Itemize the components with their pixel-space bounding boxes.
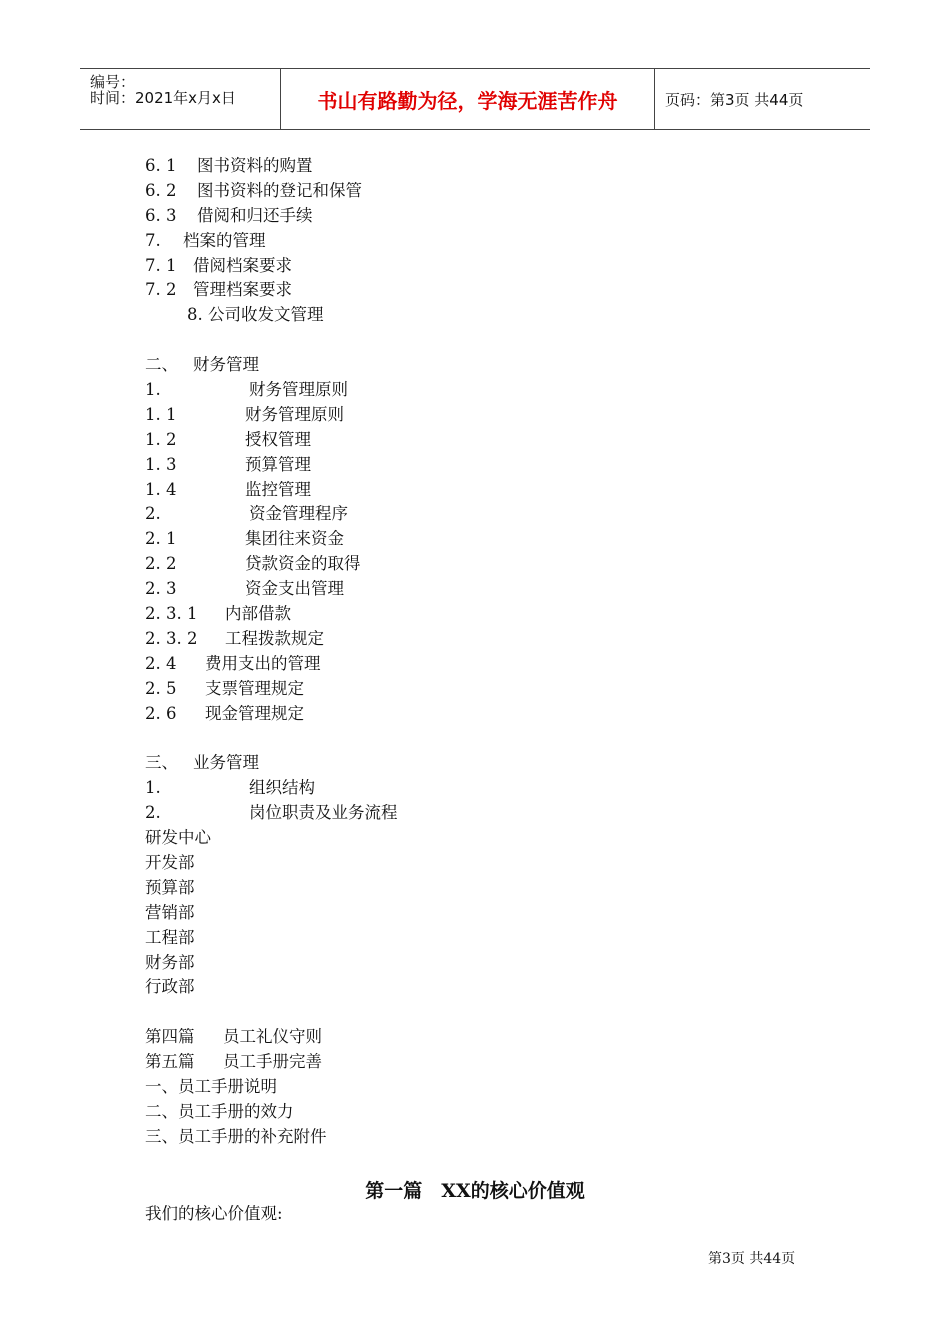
toc-line: [145, 751, 845, 776]
toc-line-number: 三、: [145, 753, 178, 773]
toc-line: [145, 154, 845, 179]
toc-line-number: 2.: [145, 504, 161, 524]
toc-line: [145, 552, 845, 577]
toc-line-number: 2. 3: [145, 579, 177, 599]
toc-line: [145, 378, 845, 403]
toc-line: [145, 353, 845, 378]
toc-line: [145, 975, 845, 1000]
time-label: 时间：2021年x月x日: [90, 89, 236, 107]
section-title: 第一篇 XX的核心价值观: [365, 1180, 585, 1202]
toc-line-text: 研发中心: [145, 828, 211, 848]
toc-line-text: 费用支出的管理: [205, 653, 321, 673]
page-header: [80, 68, 870, 130]
toc-line-number: 6. 3: [145, 205, 177, 225]
toc-line: [145, 179, 845, 204]
toc-line-text: 图书资料的购置: [197, 156, 313, 175]
toc-line: [145, 776, 845, 801]
toc-line-text: 图书资料的登记和保管: [197, 180, 362, 200]
toc-line: [145, 428, 845, 453]
toc-line-number: 7.: [145, 230, 161, 250]
toc-line: [145, 677, 845, 702]
toc-line-text: 财务管理原则: [245, 404, 344, 424]
toc-line: [145, 403, 845, 428]
toc-line: [145, 453, 845, 478]
toc-line-number: 1. 1: [145, 404, 177, 424]
toc-line-text: 财务部: [145, 952, 195, 972]
toc-line-text: 借阅和归还手续: [197, 205, 313, 225]
toc-line: [145, 1075, 845, 1100]
toc-line-text: 档案的管理: [183, 230, 266, 250]
table-of-contents: [145, 154, 845, 1150]
toc-line-text: 员工礼仪守则: [223, 1027, 322, 1047]
toc-line: [145, 951, 845, 976]
toc-line: [145, 278, 845, 303]
toc-line-number: 6. 1: [145, 156, 177, 175]
toc-line: [145, 204, 845, 229]
toc-line-number: 6. 2: [145, 180, 177, 200]
toc-line: [145, 229, 845, 254]
toc-line-text: 集团往来资金: [245, 529, 344, 549]
page-footer: 第3页 共44页: [708, 1251, 796, 1267]
toc-line: [145, 1125, 845, 1150]
toc-line-text: 一、员工手册说明: [145, 1076, 277, 1096]
toc-line: [145, 254, 845, 279]
toc-line: [145, 926, 845, 951]
toc-line-number: 2. 1: [145, 529, 177, 549]
toc-line-text: 工程拨款规定: [225, 628, 324, 648]
toc-line-number: 2.: [145, 803, 161, 823]
toc-line-text: 监控管理: [245, 479, 311, 499]
toc-line-text: 管理档案要求: [193, 280, 292, 300]
toc-line: [145, 726, 845, 751]
toc-line-text: 内部借款: [225, 604, 291, 624]
header-motto: 书山有路勤为径，学海无涯苦作舟: [281, 69, 655, 129]
toc-line: [145, 303, 845, 328]
toc-line-text: 工程部: [145, 927, 195, 947]
toc-line-number: 2. 3. 2: [145, 628, 198, 648]
toc-line-text: 支票管理规定: [205, 678, 304, 698]
toc-line-number: 2. 4: [145, 653, 177, 673]
header-meta-cell: [80, 69, 281, 129]
toc-line-text: 业务管理: [193, 753, 259, 773]
toc-line-text: 现金管理规定: [205, 703, 304, 723]
toc-line: [145, 502, 845, 527]
toc-line: [145, 1050, 845, 1075]
toc-line-text: 8. 公司收发文管理: [187, 305, 324, 325]
toc-line: [145, 702, 845, 727]
toc-line-text: 财务管理原则: [249, 380, 348, 400]
toc-line: [145, 652, 845, 677]
toc-line-text: 岗位职责及业务流程: [249, 803, 398, 823]
toc-line: [145, 627, 845, 652]
toc-line: [145, 1025, 845, 1050]
toc-line-number: 第四篇: [145, 1027, 195, 1047]
toc-line-text: 资金管理程序: [249, 504, 348, 524]
toc-line: [145, 328, 845, 353]
toc-line-number: 1. 2: [145, 429, 177, 449]
intro-line: 我们的核心价值观:: [145, 1204, 283, 1223]
toc-line-number: 1.: [145, 778, 161, 798]
toc-line-text: 二、员工手册的效力: [145, 1101, 294, 1121]
toc-line-text: 借阅档案要求: [193, 255, 292, 275]
toc-line-text: 授权管理: [245, 429, 311, 449]
toc-line: [145, 851, 845, 876]
toc-line: [145, 478, 845, 503]
toc-line-text: 组织结构: [249, 778, 315, 798]
toc-line-number: 2. 5: [145, 678, 177, 698]
toc-line-number: 二、: [145, 355, 178, 375]
toc-line-number: 7. 2: [145, 280, 177, 300]
toc-line: [145, 901, 845, 926]
toc-line: [145, 801, 845, 826]
toc-line-number: 2. 3. 1: [145, 604, 198, 624]
toc-line-number: 第五篇: [145, 1052, 195, 1072]
toc-line: [145, 527, 845, 552]
toc-line: [145, 602, 845, 627]
toc-line-text: 营销部: [145, 902, 195, 922]
toc-line-number: 1. 4: [145, 479, 177, 499]
toc-line-text: 开发部: [145, 852, 195, 872]
toc-line-text: 财务管理: [193, 355, 259, 375]
toc-line-text: 预算管理: [245, 454, 311, 474]
toc-line-text: 资金支出管理: [245, 579, 344, 599]
toc-line: [145, 1100, 845, 1125]
toc-line: [145, 876, 845, 901]
header-page-info: 页码：第3页 共44页: [665, 90, 804, 109]
toc-line-number: 2. 2: [145, 554, 177, 574]
toc-line-number: 7. 1: [145, 255, 177, 275]
toc-line: [145, 826, 845, 851]
toc-line-text: 行政部: [145, 977, 195, 997]
toc-line: [145, 577, 845, 602]
toc-line-number: 2. 6: [145, 703, 177, 723]
toc-line-number: 1. 3: [145, 454, 177, 474]
toc-line-text: 三、员工手册的补充附件: [145, 1126, 327, 1146]
serial-label: 编号：: [90, 73, 136, 91]
toc-line-number: 1.: [145, 380, 161, 400]
toc-line-text: 员工手册完善: [223, 1052, 322, 1072]
toc-line: [145, 1000, 845, 1025]
toc-line-text: 贷款资金的取得: [245, 554, 361, 574]
toc-line-text: 预算部: [145, 877, 195, 897]
